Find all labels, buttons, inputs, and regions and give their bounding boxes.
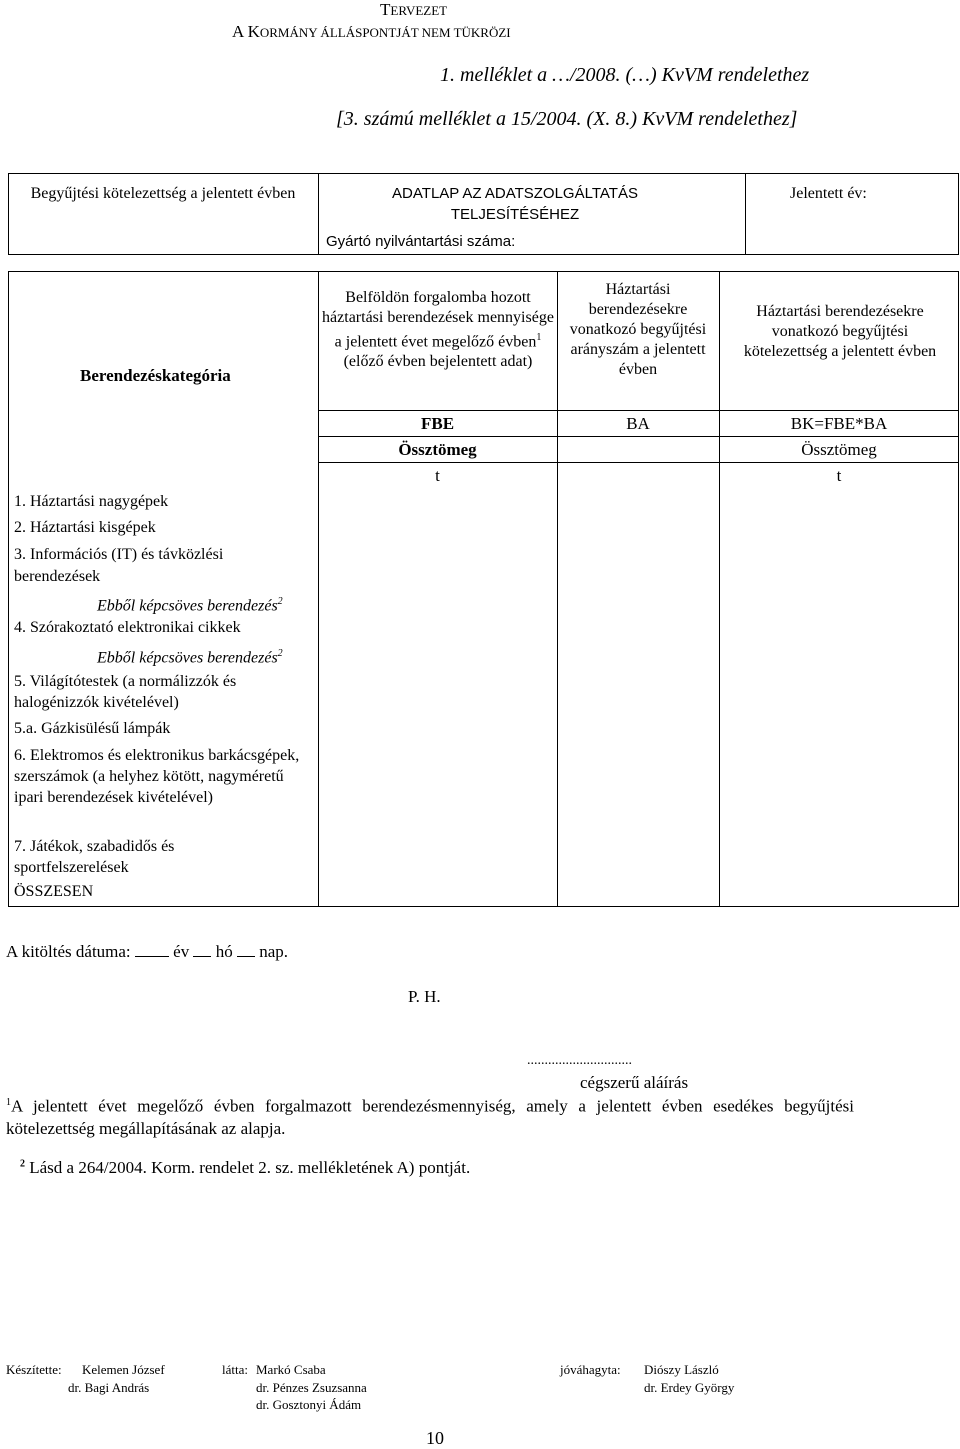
- col2-header: Háztartási berendezésekre vonatkozó begyűjtési arányszám a jelentett évben: [569, 281, 707, 378]
- government-disclaimer: A KORMÁNY ÁLLÁSPONTJÁT NEM TÜKRÖZI: [232, 22, 511, 41]
- made-by-1: Kelemen József: [82, 1362, 165, 1377]
- seen-by-2: dr. Pénzes Zsuzsanna: [256, 1380, 367, 1395]
- header-line-3: [318, 462, 959, 463]
- top-divider-1: [318, 173, 319, 255]
- reported-year-label: Jelentett év:: [790, 185, 867, 202]
- col1-unit: Össztömeg: [398, 440, 477, 459]
- col2-code: BA: [626, 414, 650, 433]
- col3-tonnes: t: [836, 466, 842, 485]
- col3-code: BK=FBE*BA: [790, 414, 888, 433]
- col3-unit: Össztömeg: [801, 440, 877, 459]
- annex-line-1: 1. melléklet a …/2008. (…) KvVM rendelethez: [440, 64, 810, 86]
- approved-by-2: dr. Erdey György: [644, 1380, 735, 1395]
- made-by-2: dr. Bagi András: [68, 1380, 150, 1395]
- category-row: 3. Információs (IT) és távközlési berendezések: [14, 546, 224, 585]
- category-row: 7. Játékok, szabadidős és sportfelszerelések: [14, 838, 175, 876]
- col1-code: FBE: [420, 414, 455, 433]
- category-header: Berendezéskategória: [80, 366, 231, 385]
- seen-by-label: látta:: [222, 1362, 248, 1377]
- seen-by-1: Markó Csaba: [256, 1362, 326, 1377]
- signature-label: cégszerű aláírás: [580, 1073, 689, 1092]
- draft-label: TERVEZET: [380, 0, 448, 19]
- top-divider-2: [745, 173, 746, 255]
- month-blank[interactable]: [193, 956, 211, 957]
- footnote-2: $^2$ Lásd a 264/2004. Korm. rendelet 2. sz. mellékletének A) pontját.: [20, 1158, 471, 1177]
- category-row: 4. Szórakoztató elektronikai cikkek: [14, 619, 241, 636]
- annex-line-2: [3. számú melléklet a 15/2004. (X. 8.) KvVM rendelethez]: [336, 108, 798, 130]
- col3-header: Háztartási berendezésekre vonatkozó begyűjtési kötelezettség a jelentett évben: [743, 303, 937, 360]
- category-row: 5.a. Gázkisülésű lámpák: [14, 720, 171, 737]
- category-subrow: Ebből képcsöves berendezés$^2$: [97, 648, 283, 667]
- header-line-2: [318, 436, 959, 437]
- stamp-label: P. H.: [408, 987, 441, 1006]
- col-divider-1: [318, 271, 319, 907]
- header-line-1: [318, 410, 959, 411]
- page-number: 10: [426, 1428, 444, 1448]
- year-blank[interactable]: [135, 956, 169, 957]
- day-blank[interactable]: [237, 956, 255, 957]
- col1-tonnes: t: [435, 466, 440, 485]
- approved-by-label: jóváhagyta:: [560, 1362, 621, 1377]
- made-by-label: Készítette:: [6, 1362, 62, 1377]
- category-row: 6. Elektromos és elektronikus barkácsgépek, szerszámok (a helyhez kötött, nagyméretű ipari berendezések kivételével): [14, 747, 300, 806]
- obligation-year-label: Begyűjtési kötelezettség a jelentett évben: [30, 185, 296, 202]
- total-row: ÖSSZESEN: [14, 883, 94, 900]
- signature-dots: ..............................: [527, 1053, 632, 1068]
- col-divider-2: [557, 271, 558, 907]
- category-subrow: Ebből képcsöves berendezés$^2$: [97, 596, 283, 615]
- category-row: 5. Világítótestek (a normálizzók és halogénizzók kivételével): [14, 673, 237, 711]
- approved-by-1: Diószy László: [644, 1362, 719, 1377]
- category-row: 2. Háztartási kisgépek: [14, 519, 156, 536]
- fill-date: A kitöltés dátuma: év hó nap.: [6, 942, 288, 961]
- category-row: 1. Háztartási nagygépek: [14, 493, 169, 510]
- col-divider-3: [719, 271, 720, 907]
- form-title: ADATLAP AZ ADATSZOLGÁLTATÁS TELJESÍTÉSÉHEZ: [392, 185, 638, 223]
- seen-by-3: dr. Gosztonyi Ádám: [256, 1397, 362, 1412]
- col1-header: Belföldön forgalomba hozott háztartási berendezések mennyisége a jelentett évet megelőző évben$^1$ (előző évben bejelentett adat): [322, 289, 554, 371]
- producer-registration-label: Gyártó nyilvántartási száma:: [326, 233, 516, 250]
- footnote-1: $^1$A jelentett évet megelőző évben forgalmazott berendezésmennyiség, amely a jelentett évben esedékes begyűjtési kötelezettség megállapításának az alapja.: [6, 1096, 854, 1138]
